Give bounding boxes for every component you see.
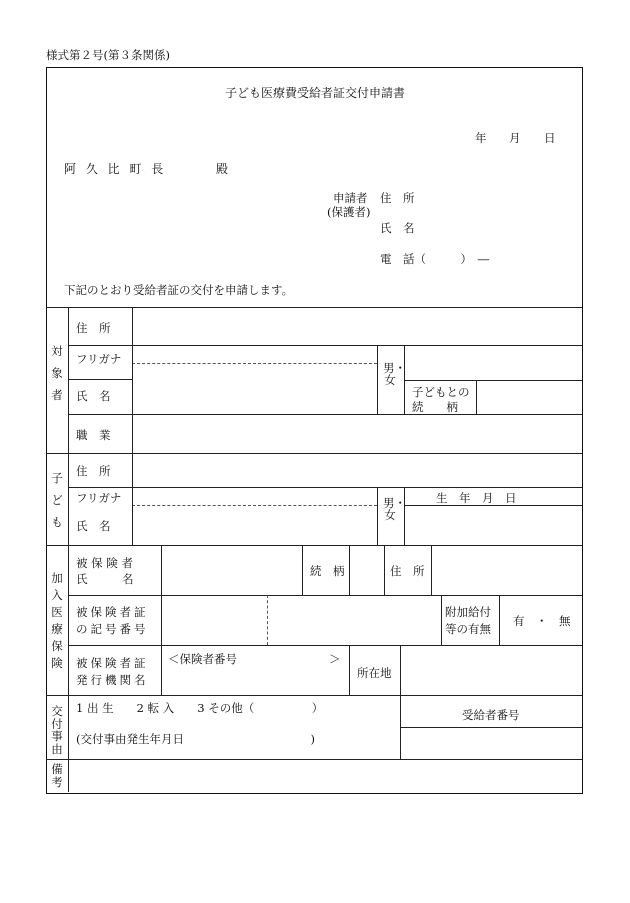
- target-name-label: 氏 名: [76, 389, 111, 403]
- child-sex-field[interactable]: 男・女: [383, 496, 406, 522]
- child-name-label: 氏 名: [76, 519, 111, 533]
- applicant-address-label[interactable]: 住 所: [380, 191, 415, 205]
- row-divider: [46, 759, 582, 760]
- row-divider: [68, 487, 582, 488]
- extra-benefit-field[interactable]: 有 ・ 無: [513, 614, 571, 628]
- target-occupation-label: 職 業: [76, 428, 111, 442]
- addressee: 阿 久 比 町 長: [64, 162, 167, 176]
- row-divider: [68, 414, 582, 415]
- insured-label-1: 被 保 険 者: [76, 556, 133, 570]
- col-divider: [400, 645, 401, 759]
- col-divider: [161, 545, 162, 695]
- child-birth-label: 生 年 月 日: [436, 491, 517, 505]
- form-title: 子ども医療費受給者証交付申請書: [224, 86, 405, 100]
- furigana-divider: [132, 363, 377, 364]
- row-divider: [400, 727, 582, 728]
- target-furigana-label: フリガナ: [76, 352, 122, 366]
- insurance-section-label: 加入医療保険: [51, 571, 63, 670]
- remarks-label: 備考: [51, 762, 63, 789]
- col-divider: [68, 307, 69, 792]
- reason-date-field[interactable]: (交付事由発生年月日 ): [76, 732, 315, 746]
- child-address-label: 住 所: [76, 464, 111, 478]
- col-divider: [476, 380, 477, 414]
- row-divider: [46, 695, 582, 696]
- child-furigana-label: フリガナ: [76, 491, 122, 505]
- reason-section-label: 交付事由: [51, 704, 63, 756]
- col-divider: [302, 545, 303, 595]
- recipient-number-label: 受給者番号: [462, 708, 520, 722]
- cert-label-1: 被保険者証: [76, 605, 149, 619]
- date-year[interactable]: 年: [475, 131, 487, 145]
- date-day[interactable]: 日: [544, 131, 556, 145]
- reason-options[interactable]: 1 出 生 2 転 入 3 その他（ ）: [76, 701, 324, 715]
- col-divider: [404, 345, 405, 414]
- target-relation-label-1: 子どもとの: [412, 385, 470, 399]
- issuer-label-2: 発行機関名: [76, 673, 149, 687]
- cert-label-2: の記号番号: [76, 622, 149, 636]
- row-divider: [68, 595, 582, 596]
- applicant-label: 申請者: [333, 191, 368, 205]
- extra-benefit-label-2: 等の有無: [445, 622, 491, 636]
- row-divider: [46, 307, 582, 308]
- row-divider: [46, 453, 582, 454]
- row-divider: [68, 379, 132, 380]
- furigana-divider: [132, 505, 377, 506]
- target-sex-field[interactable]: 男・女: [383, 361, 406, 387]
- insured-relation-label: 続 柄: [310, 564, 345, 578]
- col-divider: [377, 345, 378, 414]
- form-number: 様式第２号(第３条関係): [46, 48, 170, 62]
- target-relation-label-2: 続 柄: [412, 400, 458, 414]
- target-section-label: 対象者: [51, 344, 63, 402]
- row-divider: [404, 380, 582, 381]
- issuer-label-1: 被保険者証: [76, 656, 149, 670]
- date-month[interactable]: 月: [509, 131, 521, 145]
- col-divider: [384, 545, 385, 595]
- col-divider: [377, 487, 378, 545]
- applicant-name-label[interactable]: 氏 名: [380, 221, 415, 235]
- guardian-label: (保護者): [327, 205, 371, 219]
- insurer-number-field[interactable]: ＜保険者番号 ＞: [168, 652, 341, 666]
- issuer-location-label: 所在地: [357, 666, 392, 680]
- insured-label-2: 氏 名: [76, 572, 134, 586]
- intro-text: 下記のとおり受給者証の交付を申請します。: [64, 283, 294, 297]
- child-section-label: 子ども: [51, 471, 63, 529]
- col-divider: [441, 595, 442, 645]
- row-divider: [46, 545, 582, 546]
- col-divider: [349, 545, 350, 595]
- row-divider: [68, 345, 582, 346]
- col-divider: [349, 645, 350, 695]
- cert-dashed-divider: [267, 595, 268, 645]
- row-divider: [68, 645, 582, 646]
- col-divider: [431, 545, 432, 595]
- col-divider: [499, 595, 500, 645]
- applicant-phone-label[interactable]: 電 話（ ） ―: [380, 252, 490, 266]
- insured-address-label: 住 所: [390, 564, 425, 578]
- extra-benefit-label-1: 附加給付: [445, 605, 491, 619]
- target-address-label: 住 所: [76, 321, 111, 335]
- honorific: 殿: [216, 162, 229, 176]
- col-divider: [132, 307, 133, 545]
